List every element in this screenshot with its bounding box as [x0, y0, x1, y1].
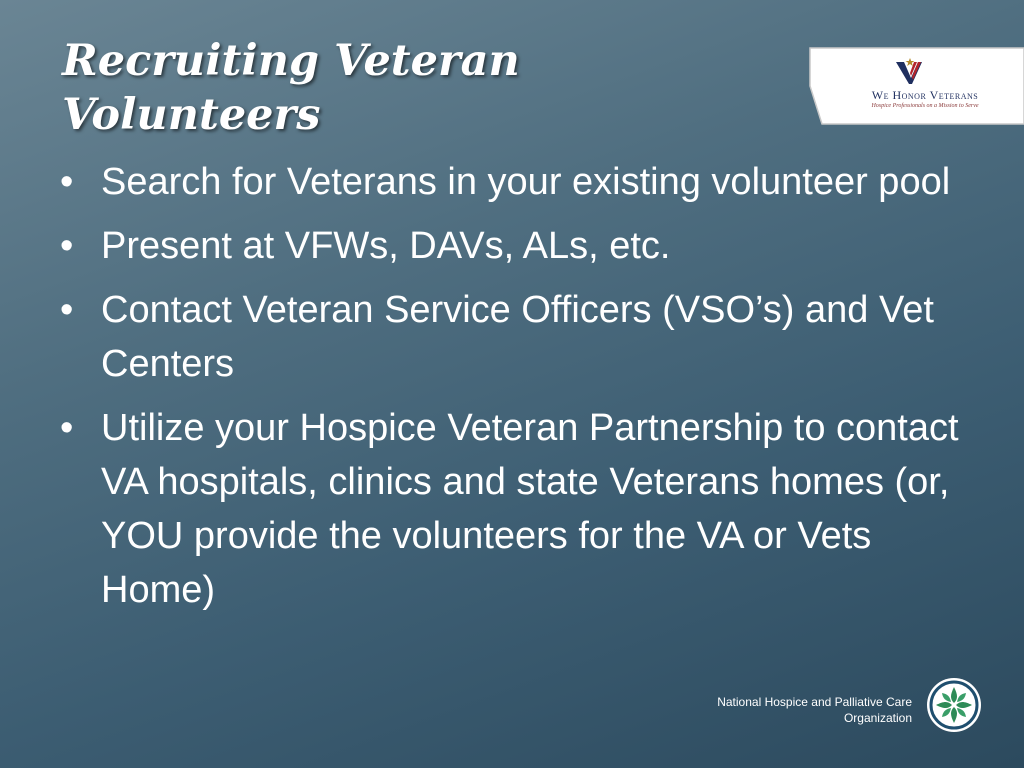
org-name: [652, 694, 912, 726]
org-name-line1: National Hospice and Palliative Care: [717, 695, 912, 709]
bullet-marker: •: [60, 161, 74, 203]
bullet-marker: •: [60, 289, 74, 331]
bullet-item: [60, 155, 960, 209]
bullet-item: [60, 401, 960, 617]
bullet-text: Contact Veteran Service Officers (VSO’s) and Vet Centers: [101, 289, 934, 385]
slide-title: Recruiting Veteran Volunteers: [62, 36, 520, 140]
bullet-list: [60, 155, 960, 627]
bullet-text: Search for Veterans in your existing volunteer pool: [101, 161, 951, 203]
badge-title: We Honor Veterans: [871, 88, 979, 102]
nhpco-logo-icon: [926, 677, 982, 733]
bullet-text: Utilize your Hospice Veteran Partnership to contact VA hospitals, clinics and state Veterans homes (or, YOU provide the volunteers for the VA or Vets Home): [101, 407, 959, 611]
bullet-text: Present at VFWs, DAVs, ALs, etc.: [101, 225, 671, 267]
bullet-marker: •: [60, 407, 74, 449]
bullet-item: [60, 283, 960, 391]
org-name-line2: Organization: [843, 711, 912, 725]
bullet-item: [60, 219, 960, 273]
v-star-flag-icon: [894, 58, 930, 86]
bullet-marker: •: [60, 225, 74, 267]
badge-subtitle: Hospice Professionals on a Mission to Serve: [871, 103, 979, 109]
